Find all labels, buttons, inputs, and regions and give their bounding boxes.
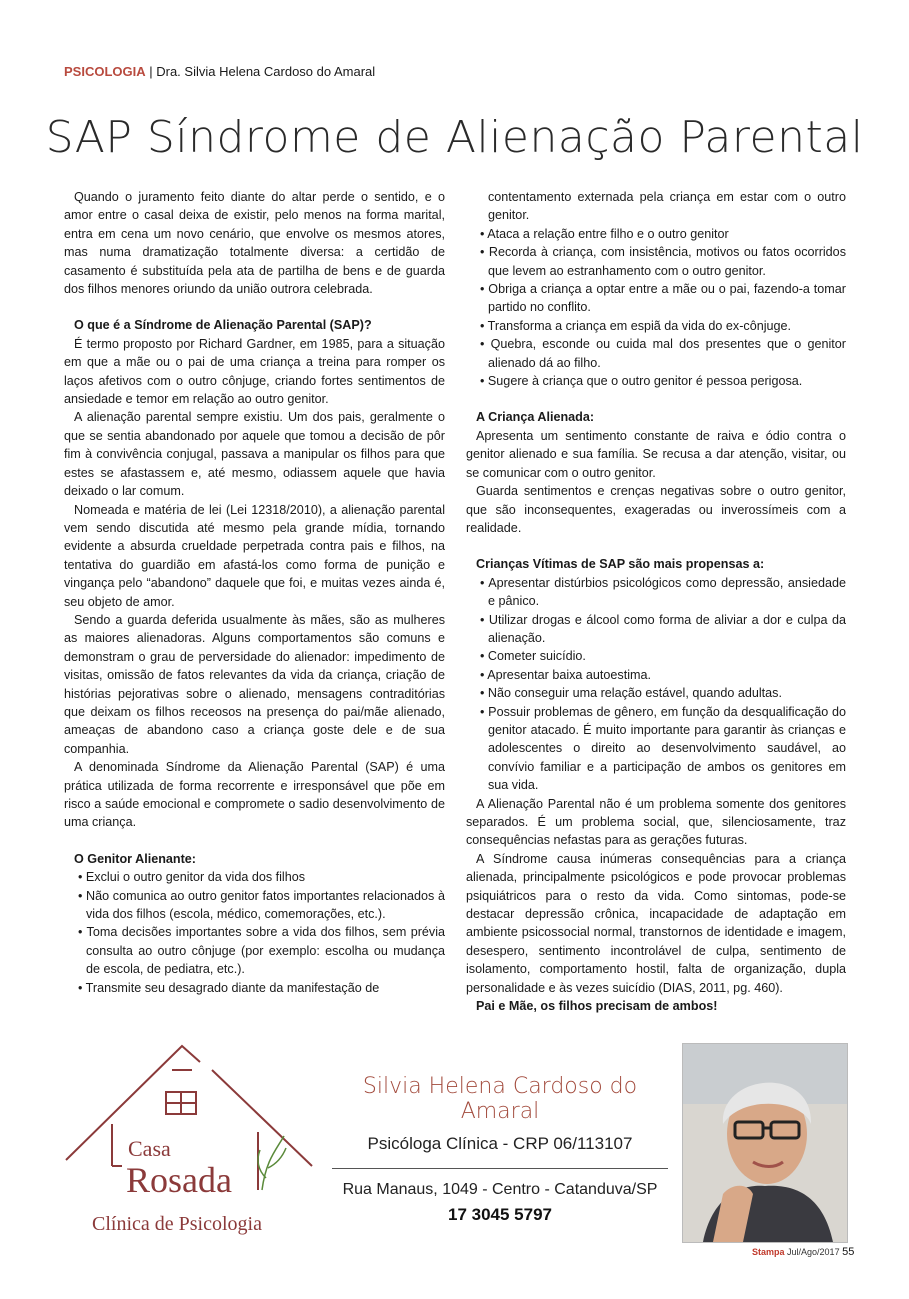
paragraph: A denominada Síndrome da Alienação Parental (SAP) é uma prática utilizada de forma recorrente e irresponsável que põe em risco a saúde emocional e compromete o sadio desenvolvimento de uma criança. (64, 760, 445, 830)
paragraph: Guarda sentimentos e crenças negativas sobre o outro genitor, que são inconsequentes, exageradas ou inverossímeis com a realidade. (466, 484, 846, 535)
contact-role: Psicóloga Clínica - CRP 06/113107 (367, 1134, 633, 1153)
list-item: • Apresentar baixa autoestima. (480, 667, 652, 682)
left-column (64, 188, 445, 997)
paragraph: Apresenta um sentimento constante de raiva e ódio contra o genitor alienado e sua família. Se recusa a dar atenção, visitar, ou se comunicar com o outro genitor. (466, 428, 846, 480)
paragraph: contentamento externada pela criança em estar com o outro genitor. (488, 190, 846, 223)
header-separator: | (145, 64, 157, 79)
list-item: • Exclui o outro genitor da vida dos filhos (78, 870, 306, 885)
paragraph: Nomeada e matéria de lei (Lei 12318/2010), a alienação parental vem sendo discutida até mesmo pela grande mídia, tornando evidente a absurda crueldade perpetrada contra pais e filhos, na tentativa do guardião em afastá-los como forma de punição e vingança pelo “abandono” daquele que foi, e muitas vezes ainda é, seu objeto de amor. (64, 502, 445, 609)
right-column (466, 188, 846, 1015)
list-item: • Utilizar drogas e álcool como forma de aliviar a dor e culpa da alienação. (480, 612, 846, 645)
page-footer (752, 1246, 854, 1258)
divider (332, 1168, 668, 1169)
paragraph: Quando o juramento feito diante do altar perde o sentido, e o amor entre o casal deixa de existir, pelo menos na forma marital, entra em cena um novo cenário, que envolve os mesmos atores, mas numa dramatização totalmente diversa: a certidão de casamento é substituída pela ata de partilha de bens e de guarda dos filhos menores oriundo da união outrora celebrada. (64, 190, 445, 297)
author-photo (682, 1043, 848, 1243)
section-heading: A Criança Alienada: (476, 410, 595, 425)
contact-name: Silvia Helena Cardoso do Amaral (362, 1074, 638, 1124)
section-heading: O Genitor Alienante: (74, 851, 196, 866)
paragraph: A Síndrome causa inúmeras consequências para a criança alienada, principalmente psicológicos e pode provocar problemas psiquiátricos para o resto da vida. Como sintomas, pode-se destacar depressão crônica, incapacidade de adaptação em ambiente psicossocial normal, transtornos de identidade e imagem, desespero, sentimento incontrolável de culpa, sentimento de isolamento, comportamento hostil, falta de organização, dupla personalidade e às vezes suicídio (DIAS, 2011, pg. 460). (466, 851, 846, 995)
paragraph: A Alienação Parental não é um problema somente dos genitores separados. É um problema social, que, silenciosamente, traz consequências nefastas para as gerações futuras. (466, 796, 846, 848)
section-heading: O que é a Síndrome de Alienação Parental (SAP)? (74, 318, 372, 333)
list-item: • Quebra, esconde ou cuida mal dos presentes que o genitor alienado dá ao filho. (480, 337, 846, 370)
header-author: Dra. Silvia Helena Cardoso do Amaral (156, 64, 376, 79)
contact-phone: 17 3045 5797 (448, 1205, 552, 1224)
list-item: • Não comunica ao outro genitor fatos importantes relacionados à vida dos filhos (escola, médico, comemorações, etc.). (78, 888, 445, 922)
logo-subtitle: Clínica de Psicologia (92, 1213, 262, 1235)
list-item: • Possuir problemas de gênero, em função da desqualificação do genitor atacado. É muito importante para garantir às crianças e adolescentes o direito ao desenvolvimento saudável, ao convívio familiar e a participação de ambos os genitores em sua vida. (480, 704, 846, 793)
paragraph: A alienação parental sempre existiu. Um dos pais, geralmente o que se sentia abandonado por aquele que tomou a decisão de pôr fim à convivência conjugal, passava a manipular os filhos para que estes se afastassem e, até mesmo, odiassem aquele que havia deixado o lar comum. (64, 410, 445, 499)
leaf-sprig-icon (258, 1136, 286, 1190)
page-number: 55 (842, 1246, 855, 1258)
logo-casa: Casa (128, 1136, 171, 1161)
section-heading: Crianças Vítimas de SAP são mais propensas a: (476, 557, 765, 572)
paragraph: É termo proposto por Richard Gardner, em 1985, para a situação em que a mãe ou o pai de uma criança a treina para romper os laços afetivos com o outro cônjuge, criando fortes sentimentos de ansiedade e temor em relação ao outro genitor. (64, 336, 445, 407)
list-item: • Cometer suicídio. (480, 649, 586, 664)
list-item: • Transmite seu desagrado diante da manifestação de (78, 980, 380, 995)
casa-rosada-logo (62, 1040, 322, 1240)
issue-date: Jul/Ago/2017 (787, 1247, 840, 1257)
bullet-list (466, 574, 846, 795)
magazine-name: Stampa (752, 1247, 785, 1257)
bullet-list (466, 225, 846, 391)
list-item: • Sugere à criança que o outro genitor é pessoa perigosa. (480, 374, 803, 389)
logo-rosada: Rosada (126, 1160, 232, 1200)
contact-block (332, 1074, 668, 1225)
list-item: • Ataca a relação entre filho e o outro genitor (480, 226, 729, 241)
list-item: • Recorda à criança, com insistência, motivos ou fatos ocorridos que levem ao estranhamento com o outro genitor. (480, 245, 846, 278)
list-item: • Toma decisões importantes sobre a vida dos filhos, sem prévia consulta ao outro cônjuge (por exemplo: escolha ou mudança de escola, de pediatra, etc.). (78, 925, 445, 977)
list-item: • Não conseguir uma relação estável, quando adultas. (480, 686, 782, 701)
section-label: PSICOLOGIA (64, 64, 146, 79)
page-header (64, 64, 375, 79)
article-title: SAP Síndrome de Alienação Parental (45, 112, 864, 163)
list-item: • Obriga a criança a optar entre a mãe ou o pai, fazendo-a tomar partido no conflito. (480, 282, 846, 315)
bullet-list (64, 868, 445, 997)
closing-line: Pai e Mãe, os filhos precisam de ambos! (476, 999, 718, 1014)
list-item: • Transforma a criança em espiã da vida do ex-cônjuge. (480, 318, 792, 333)
contact-address: Rua Manaus, 1049 - Centro - Catanduva/SP (342, 1181, 658, 1198)
paragraph: Sendo a guarda deferida usualmente às mães, são as mulheres as maiores alienadoras. Alguns comportamentos são comuns e demonstram o grau de perversidade do alienador: impedimento de visitas, omissão de fatos relevantes da vida da criança, criação de histórias pejorativas sobre o alienado, mensagens contraditórias que deixam os filhos receosos na presença do pai/mãe alienado, ameaças de abandono caso a criança goste dele e de sua companhia. (64, 612, 445, 756)
list-item: • Apresentar distúrbios psicológicos como depressão, ansiedade e pânico. (480, 575, 846, 609)
